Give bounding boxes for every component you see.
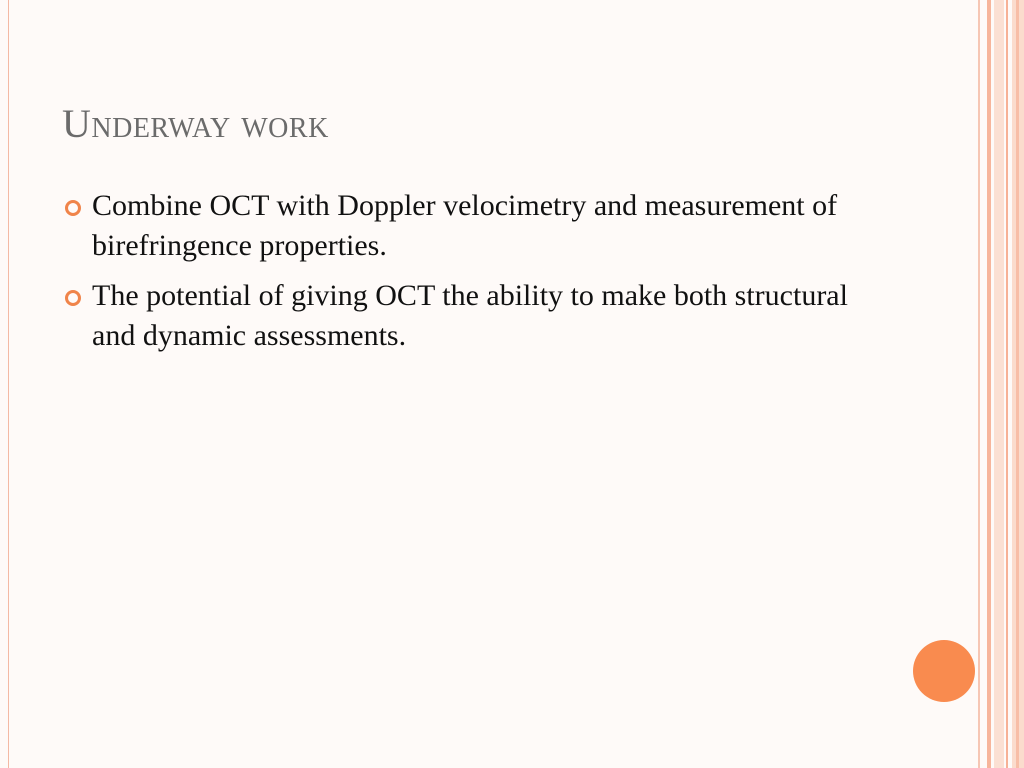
bullet-list	[62, 186, 862, 366]
ring-bullet-icon	[65, 200, 81, 216]
orange-circle-icon	[913, 640, 975, 702]
left-border-line	[8, 0, 9, 768]
ring-bullet-icon	[65, 290, 81, 306]
right-stripe	[1016, 0, 1019, 768]
bullet-text: The potential of giving OCT the ability to make both structural and dynamic assessments.	[92, 279, 848, 352]
bullet-text: Combine OCT with Doppler velocimetry and measurement of birefringence properties.	[92, 189, 838, 262]
right-stripe	[978, 0, 980, 768]
right-stripe	[987, 0, 991, 768]
slide-title: Underway work	[62, 101, 329, 146]
list-item	[62, 186, 862, 266]
list-item	[62, 276, 862, 356]
right-stripe	[994, 0, 1004, 768]
right-stripe	[1006, 0, 1008, 768]
